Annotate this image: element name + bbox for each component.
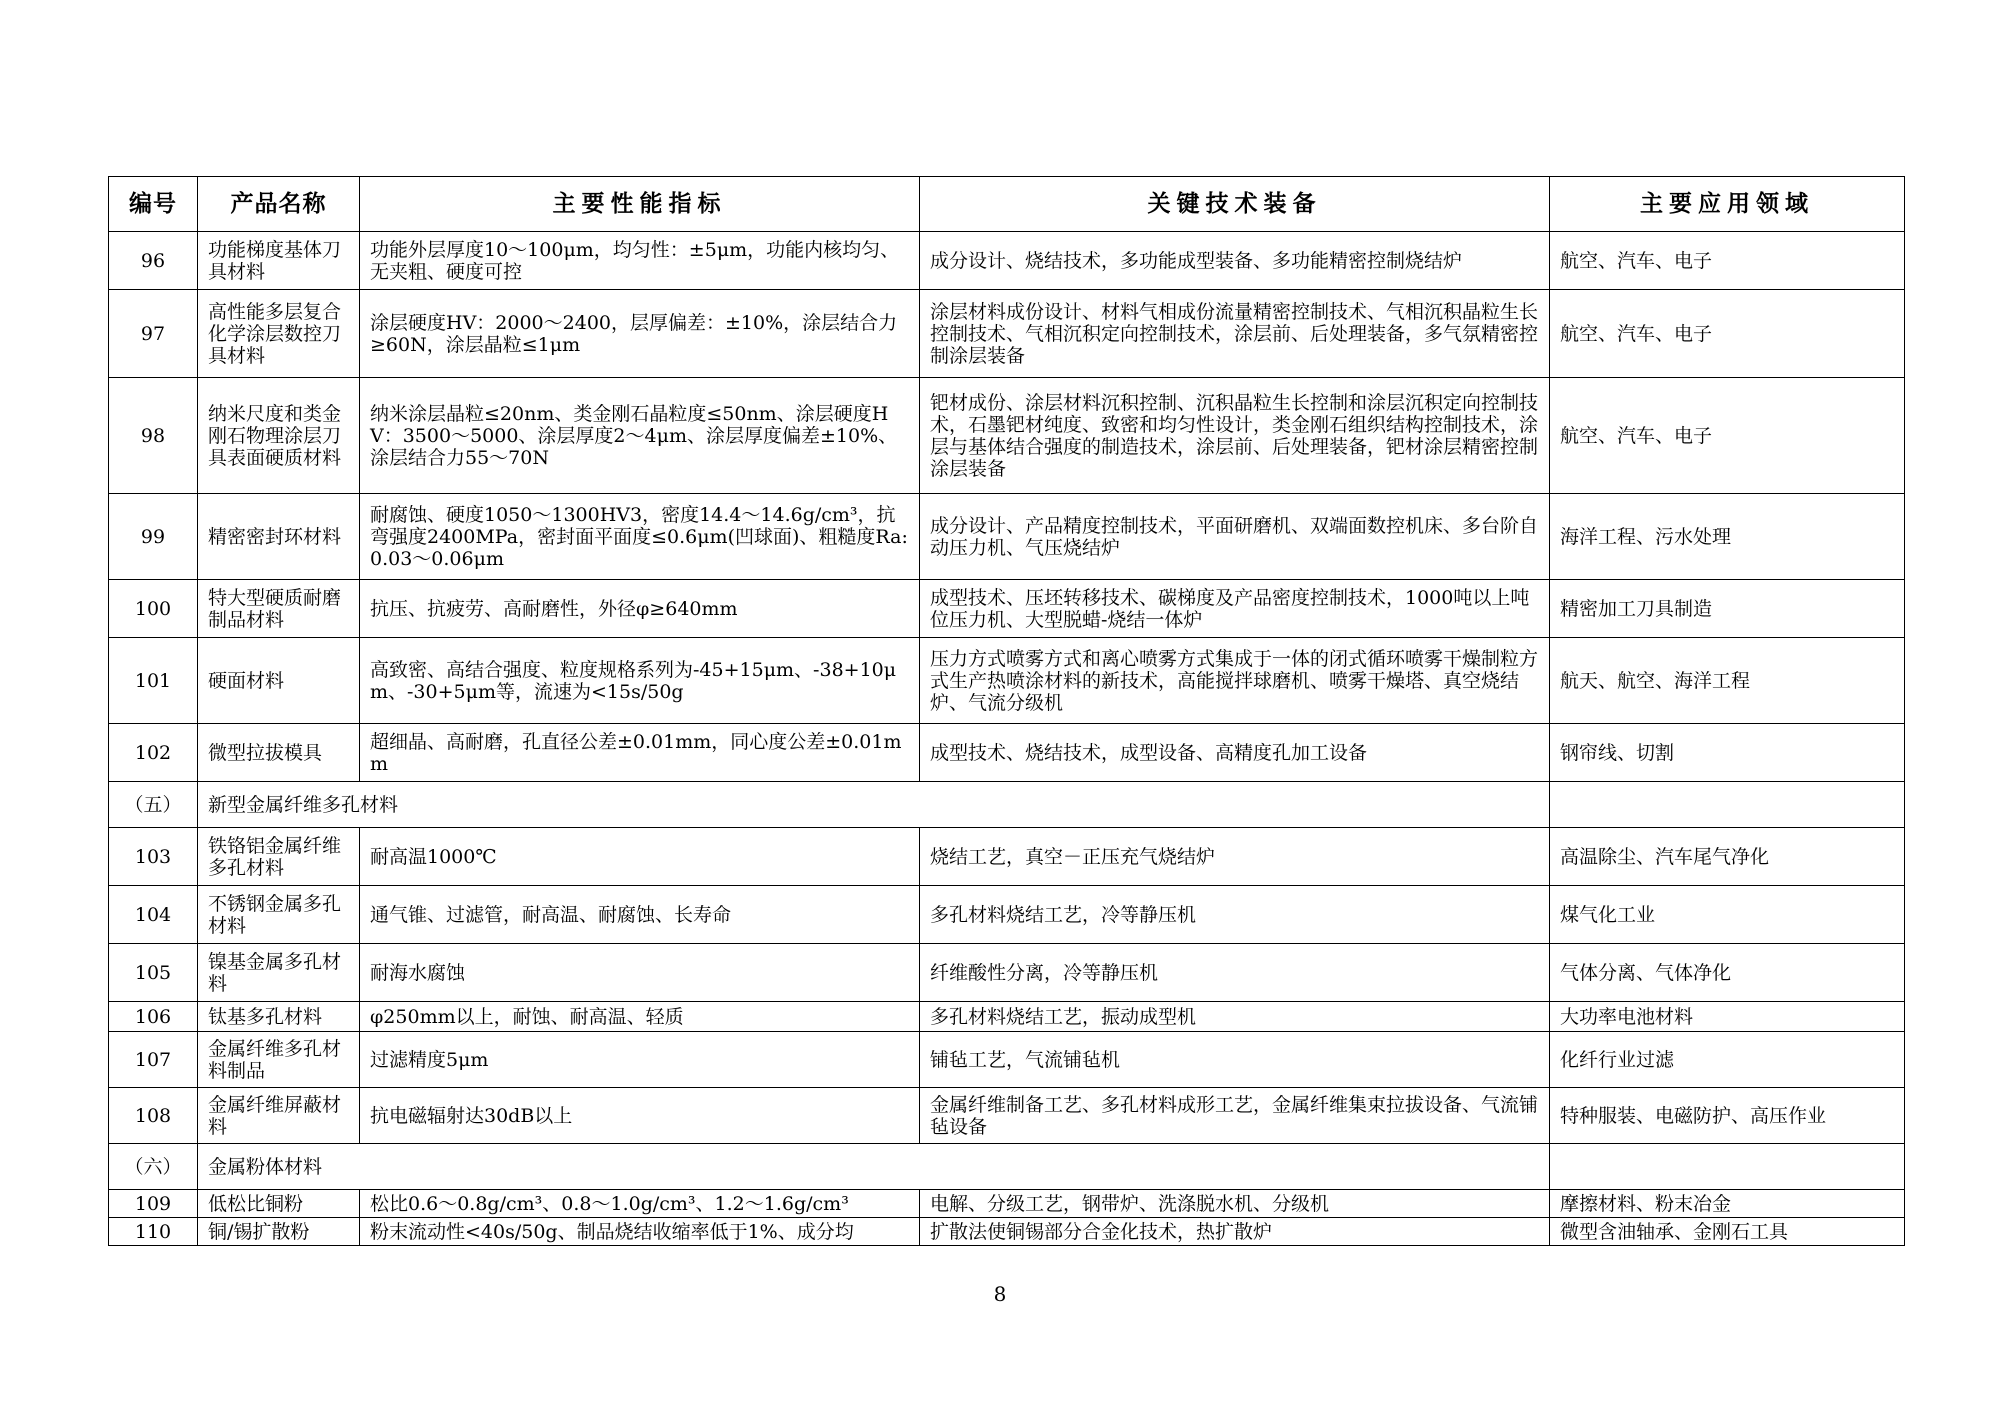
cell-performance: 超细晶、高耐磨，孔直径公差±0.01mm，同心度公差±0.01mm (360, 724, 920, 782)
cell-performance: 粉末流动性<40s/50g、制品烧结收缩率低于1%、成分均 (360, 1218, 920, 1246)
section-number: （五） (109, 782, 198, 828)
cell-key-technology: 多孔材料烧结工艺，冷等静压机 (920, 886, 1550, 944)
cell-performance: 纳米涂层晶粒≤20nm、类金刚石晶粒度≤50nm、涂层硬度HV：3500～5000、涂层厚度2～4μm、涂层厚度偏差±10%、涂层结合力55～70N (360, 378, 920, 494)
cell-number: 99 (109, 494, 198, 580)
table-row (109, 828, 1905, 886)
cell-product-name: 纳米尺度和类金刚石物理涂层刀具表面硬质材料 (198, 378, 360, 494)
cell-performance: 耐高温1000℃ (360, 828, 920, 886)
cell-application: 特种服装、电磁防护、高压作业 (1550, 1088, 1905, 1144)
cell-key-technology: 钯材成份、涂层材料沉积控制、沉积晶粒生长控制和涂层沉积定向控制技术，石墨钯材纯度、致密和均匀性设计，类金刚石组织结构控制技术，涂层与基体结合强度的制造技术，涂层前、后处理装备，钯材涂层精密控制涂层装备 (920, 378, 1550, 494)
cell-product-name: 钛基多孔材料 (198, 1002, 360, 1032)
cell-application: 航空、汽车、电子 (1550, 290, 1905, 378)
cell-product-name: 铁铬铝金属纤维多孔材料 (198, 828, 360, 886)
cell-performance: 过滤精度5μm (360, 1032, 920, 1088)
section-row (109, 1144, 1905, 1190)
header-number: 编号 (109, 177, 198, 232)
cell-product-name: 硬面材料 (198, 638, 360, 724)
cell-performance: 松比0.6～0.8g/cm³、0.8～1.0g/cm³、1.2～1.6g/cm³ (360, 1190, 920, 1218)
cell-key-technology: 成型技术、压坯转移技术、碳梯度及产品密度控制技术，1000吨以上吨位压力机、大型脱蜡-烧结一体炉 (920, 580, 1550, 638)
table-row (109, 1002, 1905, 1032)
cell-application: 气体分离、气体净化 (1550, 944, 1905, 1002)
table-row (109, 290, 1905, 378)
table-row (109, 580, 1905, 638)
cell-number: 98 (109, 378, 198, 494)
cell-product-name: 高性能多层复合化学涂层数控刀具材料 (198, 290, 360, 378)
cell-number: 101 (109, 638, 198, 724)
header-key-technology: 关键技术装备 (920, 177, 1550, 232)
section-empty-cell (1550, 782, 1905, 828)
table-row (109, 232, 1905, 290)
table-row (109, 494, 1905, 580)
cell-number: 110 (109, 1218, 198, 1246)
cell-product-name: 低松比铜粉 (198, 1190, 360, 1218)
cell-number: 107 (109, 1032, 198, 1088)
cell-application: 精密加工刀具制造 (1550, 580, 1905, 638)
table-row (109, 1032, 1905, 1088)
cell-product-name: 镍基金属多孔材料 (198, 944, 360, 1002)
cell-number: 97 (109, 290, 198, 378)
cell-key-technology: 成型技术、烧结技术，成型设备、高精度孔加工设备 (920, 724, 1550, 782)
cell-application: 航空、汽车、电子 (1550, 378, 1905, 494)
page-number: 8 (993, 1282, 1007, 1306)
cell-performance: 高致密、高结合强度、粒度规格系列为-45+15μm、-38+10μm、-30+5μm等，流速为<15s/50g (360, 638, 920, 724)
section-number: （六） (109, 1144, 198, 1190)
cell-number: 106 (109, 1002, 198, 1032)
cell-key-technology: 扩散法使铜锡部分合金化技术，热扩散炉 (920, 1218, 1550, 1246)
cell-product-name: 铜/锡扩散粉 (198, 1218, 360, 1246)
table-row (109, 1088, 1905, 1144)
cell-application: 化纤行业过滤 (1550, 1032, 1905, 1088)
cell-product-name: 金属纤维屏蔽材料 (198, 1088, 360, 1144)
cell-key-technology: 成分设计、产品精度控制技术，平面研磨机、双端面数控机床、多台阶自动压力机、气压烧结炉 (920, 494, 1550, 580)
cell-application: 航空、汽车、电子 (1550, 232, 1905, 290)
cell-application: 航天、航空、海洋工程 (1550, 638, 1905, 724)
cell-performance: 通气锥、过滤管，耐高温、耐腐蚀、长寿命 (360, 886, 920, 944)
section-title: 新型金属纤维多孔材料 (198, 782, 1550, 828)
table-row (109, 1190, 1905, 1218)
cell-performance: 抗压、抗疲劳、高耐磨性，外径φ≥640mm (360, 580, 920, 638)
table-row (109, 886, 1905, 944)
table-row (109, 1218, 1905, 1246)
cell-product-name: 特大型硬质耐磨制品材料 (198, 580, 360, 638)
section-row (109, 782, 1905, 828)
cell-key-technology: 涂层材料成份设计、材料气相成份流量精密控制技术、气相沉积晶粒生长控制技术、气相沉积定向控制技术，涂层前、后处理装备，多气氛精密控制涂层装备 (920, 290, 1550, 378)
table-row (109, 724, 1905, 782)
cell-performance: 耐海水腐蚀 (360, 944, 920, 1002)
header-row (109, 177, 1905, 232)
cell-application: 大功率电池材料 (1550, 1002, 1905, 1032)
cell-number: 100 (109, 580, 198, 638)
cell-application: 微型含油轴承、金刚石工具 (1550, 1218, 1905, 1246)
cell-application: 海洋工程、污水处理 (1550, 494, 1905, 580)
cell-performance: 涂层硬度HV：2000～2400，层厚偏差：±10%，涂层结合力≥60N，涂层晶粒≤1μm (360, 290, 920, 378)
cell-application: 煤气化工业 (1550, 886, 1905, 944)
cell-key-technology: 纤维酸性分离，冷等静压机 (920, 944, 1550, 1002)
cell-key-technology: 成分设计、烧结技术，多功能成型装备、多功能精密控制烧结炉 (920, 232, 1550, 290)
cell-product-name: 金属纤维多孔材料制品 (198, 1032, 360, 1088)
table-row (109, 378, 1905, 494)
table-row (109, 638, 1905, 724)
cell-key-technology: 烧结工艺，真空－正压充气烧结炉 (920, 828, 1550, 886)
cell-number: 102 (109, 724, 198, 782)
header-application: 主要应用领域 (1550, 177, 1905, 232)
cell-performance: 抗电磁辐射达30dB以上 (360, 1088, 920, 1144)
cell-application: 摩擦材料、粉末冶金 (1550, 1190, 1905, 1218)
cell-product-name: 功能梯度基体刀具材料 (198, 232, 360, 290)
section-title: 金属粉体材料 (198, 1144, 1550, 1190)
section-empty-cell (1550, 1144, 1905, 1190)
cell-number: 109 (109, 1190, 198, 1218)
cell-application: 高温除尘、汽车尾气净化 (1550, 828, 1905, 886)
cell-key-technology: 多孔材料烧结工艺，振动成型机 (920, 1002, 1550, 1032)
cell-key-technology: 铺毡工艺，气流铺毡机 (920, 1032, 1550, 1088)
cell-application: 钢帘线、切割 (1550, 724, 1905, 782)
cell-number: 104 (109, 886, 198, 944)
cell-product-name: 不锈钢金属多孔材料 (198, 886, 360, 944)
cell-key-technology: 电解、分级工艺，钢带炉、洗涤脱水机、分级机 (920, 1190, 1550, 1218)
cell-number: 105 (109, 944, 198, 1002)
cell-key-technology: 压力方式喷雾方式和离心喷雾方式集成于一体的闭式循环喷雾干燥制粒方式生产热喷涂材料的新技术，高能搅拌球磨机、喷雾干燥塔、真空烧结炉、气流分级机 (920, 638, 1550, 724)
header-product-name: 产品名称 (198, 177, 360, 232)
table-row (109, 944, 1905, 1002)
cell-key-technology: 金属纤维制备工艺、多孔材料成形工艺，金属纤维集束拉拔设备、气流铺毡设备 (920, 1088, 1550, 1144)
cell-product-name: 精密密封环材料 (198, 494, 360, 580)
cell-performance: φ250mm以上，耐蚀、耐高温、轻质 (360, 1002, 920, 1032)
cell-number: 108 (109, 1088, 198, 1144)
cell-performance: 功能外层厚度10～100μm，均匀性：±5μm，功能内核均匀、无夹粗、硬度可控 (360, 232, 920, 290)
table-body (109, 232, 1905, 1246)
product-table (108, 176, 1905, 1246)
header-performance: 主要性能指标 (360, 177, 920, 232)
cell-performance: 耐腐蚀、硬度1050～1300HV3，密度14.4～14.6g/cm³，抗弯强度2400MPa，密封面平面度≤0.6μm(凹球面)、粗糙度Ra:0.03～0.06μm (360, 494, 920, 580)
cell-number: 103 (109, 828, 198, 886)
cell-number: 96 (109, 232, 198, 290)
cell-product-name: 微型拉拔模具 (198, 724, 360, 782)
